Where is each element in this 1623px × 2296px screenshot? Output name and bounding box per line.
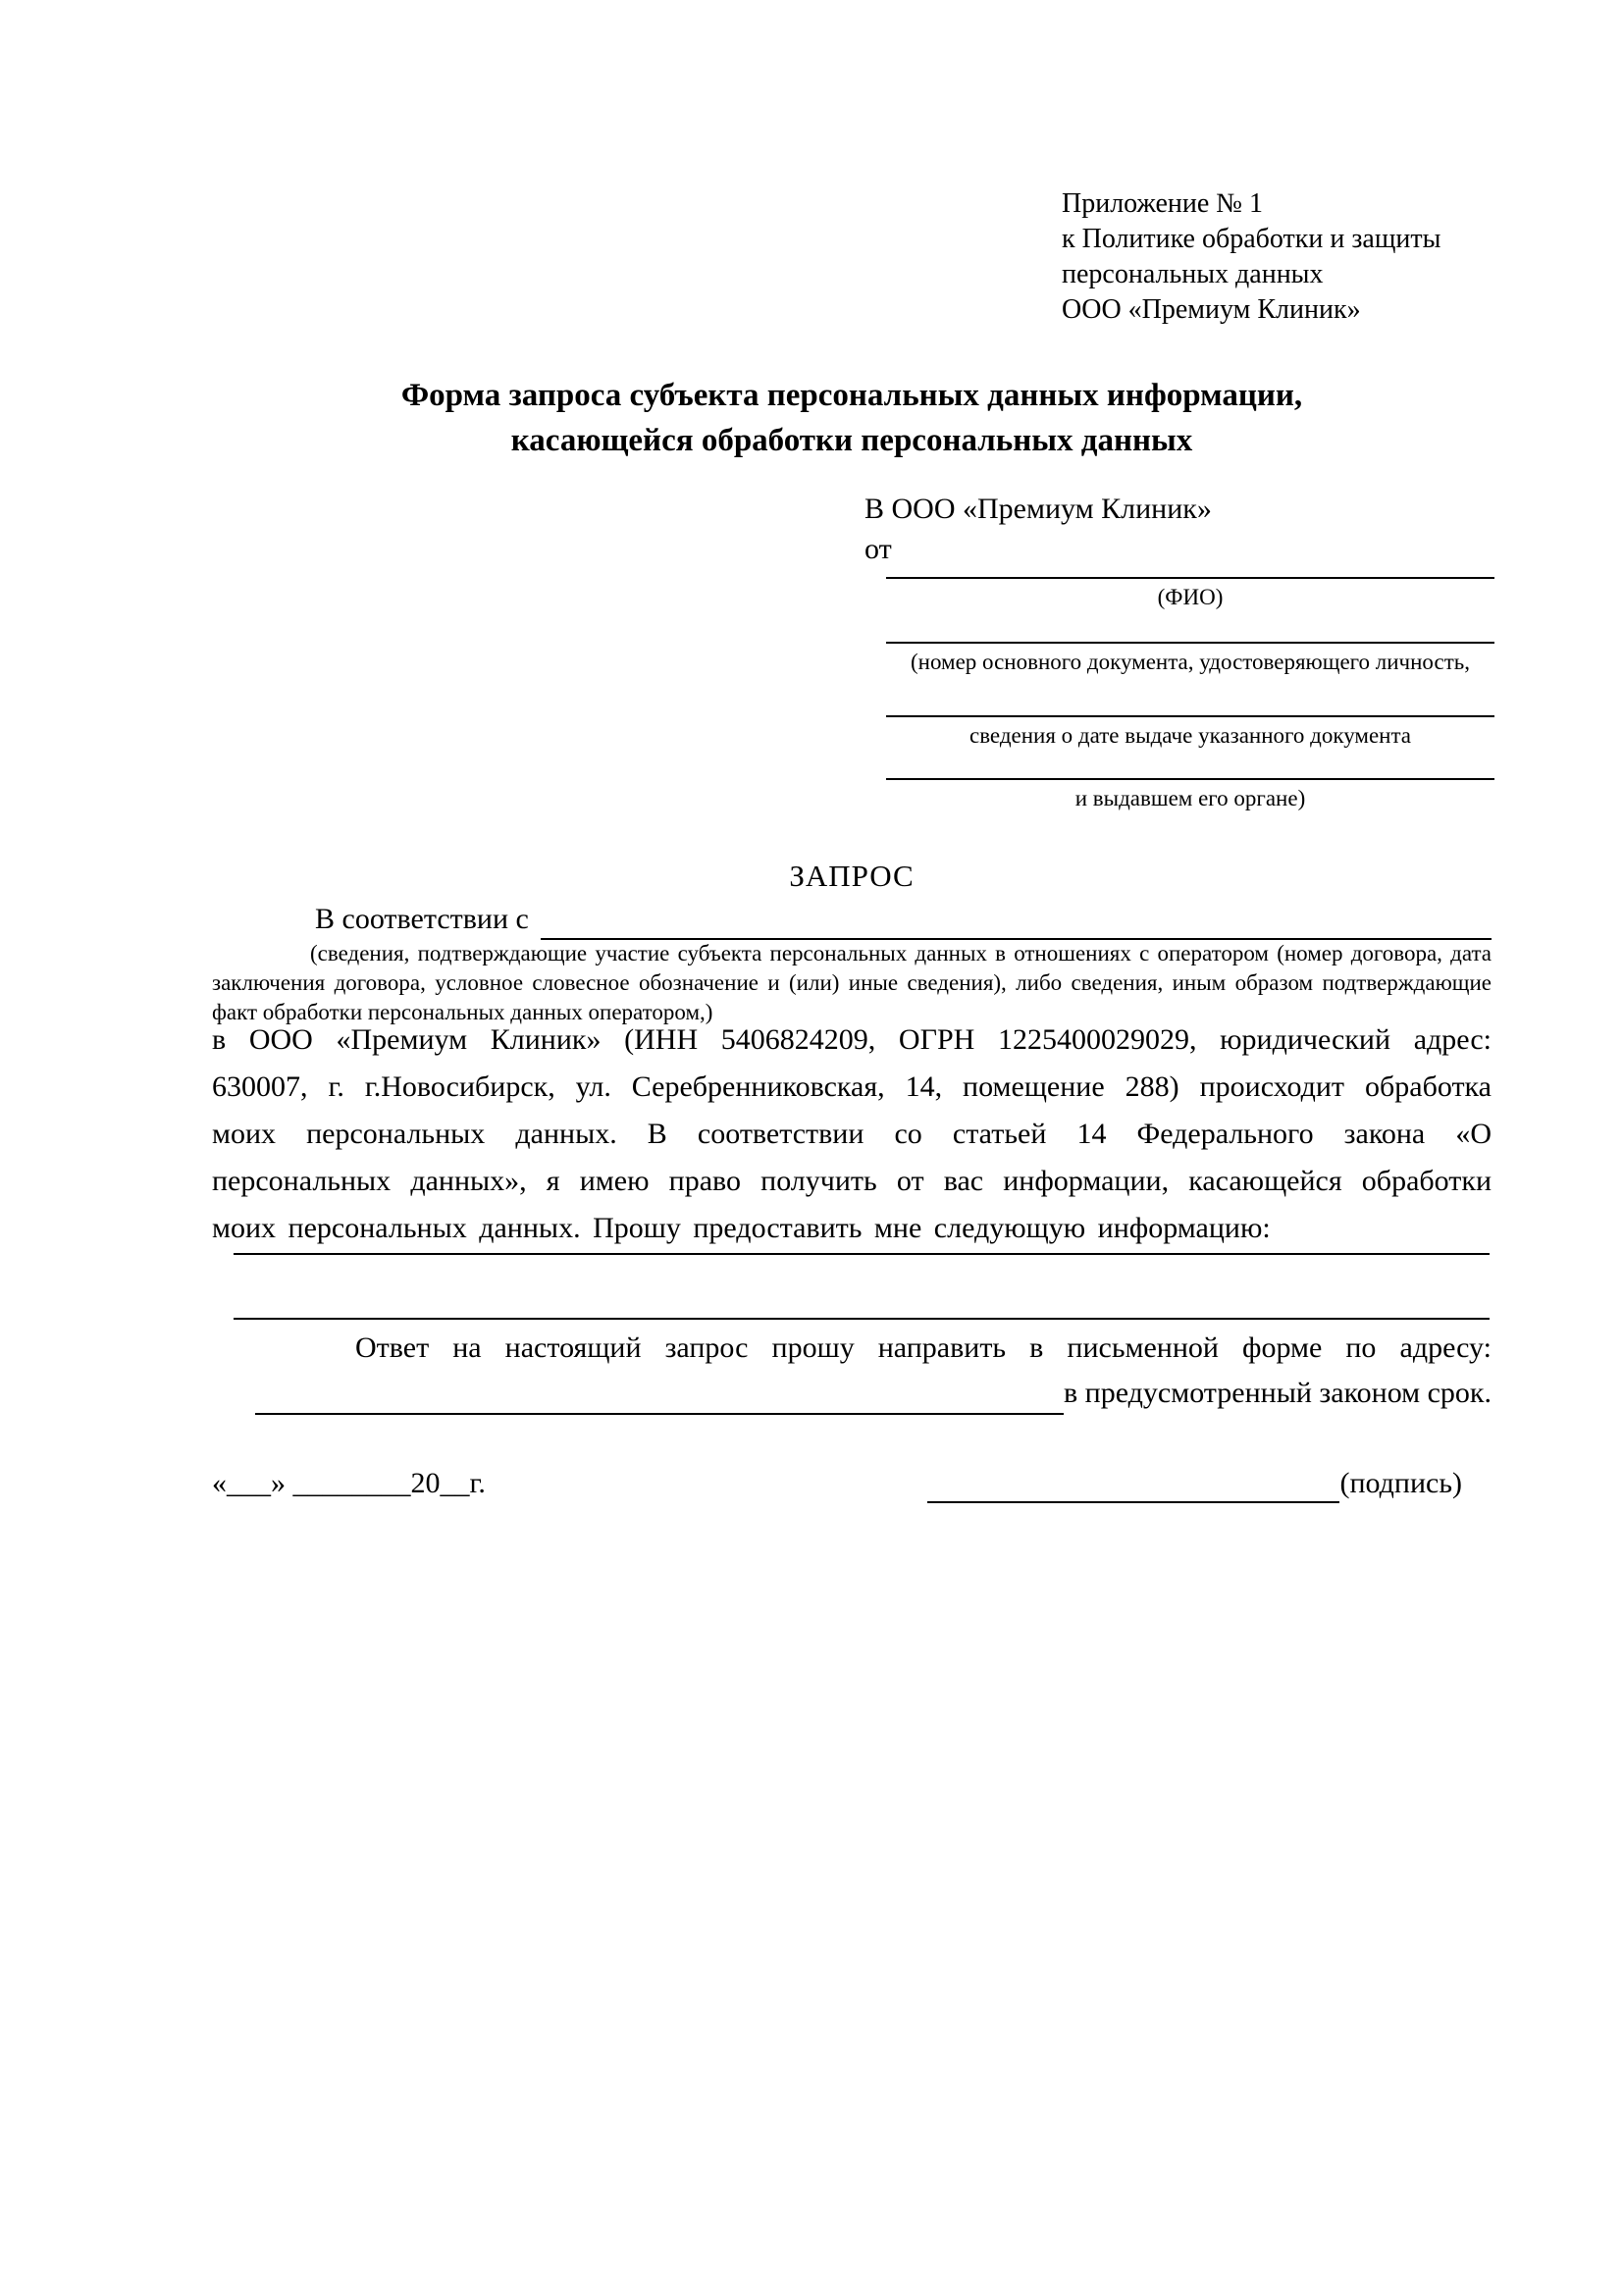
appendix-header-line: ООО «Премиум Клиник» bbox=[1062, 294, 1361, 325]
signature-blank-line bbox=[927, 1464, 1339, 1503]
write-in-blank-line-1 bbox=[234, 1253, 1490, 1255]
form-title-line-2: касающейся обработки персональных данных bbox=[510, 423, 1193, 458]
appendix-header-line: к Политике обработки и защиты bbox=[1062, 224, 1441, 254]
signature-group bbox=[927, 1464, 1462, 1503]
accordance-line bbox=[212, 899, 1492, 940]
answer-sentence: Ответ на настоящий запрос прошу направить в письменной форме по адресу: bbox=[355, 1331, 1492, 1364]
answer-suffix: в предусмотренный законом срок. bbox=[1064, 1377, 1492, 1409]
date-blank-line: «___» ________20__г. bbox=[212, 1467, 486, 1499]
addressee-from-label: от bbox=[864, 533, 892, 565]
request-heading: ЗАПРОС bbox=[789, 859, 915, 893]
accordance-indent bbox=[212, 899, 315, 940]
answer-address-line bbox=[212, 1372, 1492, 1415]
appendix-header bbox=[1062, 186, 1440, 328]
address-blank-line bbox=[255, 1372, 1064, 1415]
form-title-line-1: Форма запроса субъекта персональных данных информации, bbox=[400, 378, 1303, 413]
document-number-blank-field bbox=[886, 642, 1494, 676]
issue-date-field-caption: сведения о дате выдаче указанного документа bbox=[969, 723, 1412, 748]
write-in-blank-line-2 bbox=[234, 1318, 1490, 1320]
addressee-organization: В ООО «Премиум Клиник» bbox=[864, 493, 1212, 525]
signature-caption: (подпись) bbox=[1339, 1467, 1462, 1499]
form-title bbox=[212, 373, 1492, 463]
issuing-authority-blank-field bbox=[886, 778, 1494, 812]
request-body-paragraph: в ООО «Премиум Клиник» (ИНН 5406824209, ОГРН 1225400029029, юридический адрес: 630007, г. г.Новосибирск, ул. Серебренниковская, 14, помещение 288) происходит обработка моих персональных данных. В соответствии со статьей 14 Федерального закона «О персональных данных», я имею право получить от вас информации, касающейся обработки моих персональных данных. Прошу предоставить мне следующую информацию: bbox=[212, 1023, 1492, 1244]
accordance-footnote: (сведения, подтверждающие участие субъекта персональных данных в отношениях с оператором (номер договора, дата заключения договора, условное словесное обозначение и (или) иные сведения), либо сведения, иным образом подтверждающие факт обработки персональных данных оператором,) bbox=[212, 941, 1492, 1024]
accordance-blank-line bbox=[541, 899, 1492, 940]
appendix-header-line: Приложение № 1 bbox=[1062, 188, 1263, 219]
accordance-prefix: В соответствии с bbox=[315, 903, 529, 935]
date-signature-row bbox=[212, 1464, 1462, 1503]
fio-blank-field bbox=[886, 577, 1494, 611]
issue-date-blank-field bbox=[886, 715, 1494, 750]
fio-field-caption: (ФИО) bbox=[1157, 585, 1224, 609]
document-number-field-caption: (номер основного документа, удостоверяющего личность, bbox=[910, 650, 1470, 674]
issuing-authority-field-caption: и выдавшем его органе) bbox=[1074, 786, 1306, 810]
appendix-header-line: персональных данных bbox=[1062, 259, 1324, 289]
